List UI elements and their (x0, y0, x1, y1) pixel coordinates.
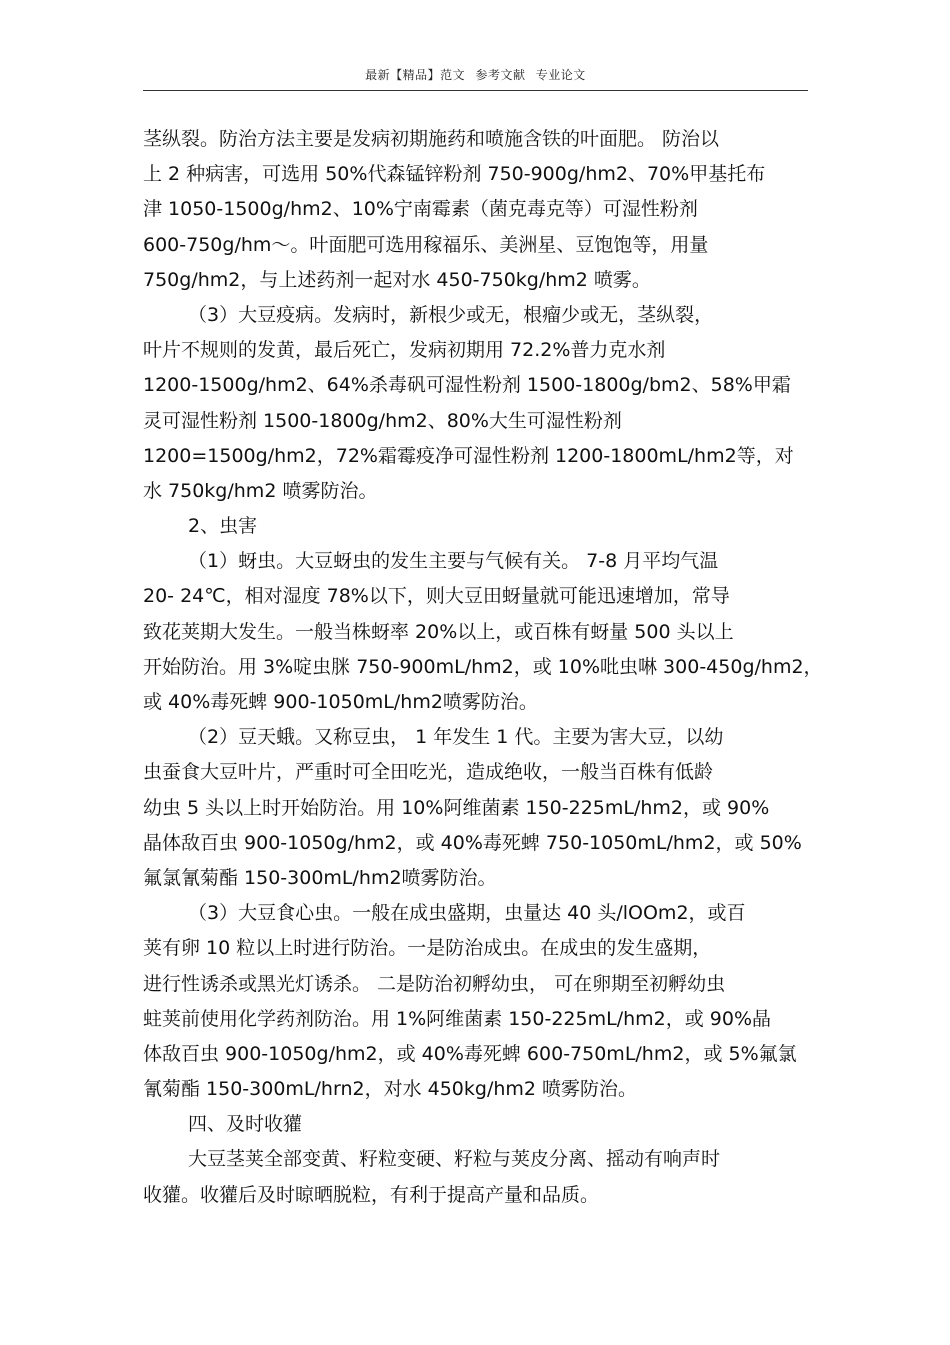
header-divider (143, 90, 808, 91)
text-line: （3）大豆食心虫。一般在成虫盛期，虫量达 40 头/lOOm2，或百 (188, 902, 746, 925)
text-line: 进行性诱杀或黑光灯诱杀。 二是防治初孵幼虫， 可在卵期至初孵幼虫 (143, 972, 726, 995)
document-body (143, 122, 823, 1213)
text-line: （3）大豆疫病。发病时，新根少或无，根瘤少或无，茎纵裂， (188, 303, 714, 326)
text-line: 四、及时收獾 (188, 1113, 303, 1136)
text-line: 幼虫 5 头以上时开始防治。用 10%阿维菌素 150-225mL/hm2，或 90% (143, 796, 770, 819)
text-line: 体敌百虫 900-1050g/hm2，或 40%毒死蜱 600-750mL/hm2，或 5%氟氯 (143, 1042, 797, 1065)
text-line: （2）豆天蛾。又称豆虫， 1 年发生 1 代。主要为害大豆，以幼 (188, 726, 724, 749)
text-line: 叶片不规则的发黄，最后死亡，发病初期用 72.2%普力克水剂 (143, 339, 666, 362)
text-line: 750g/hm2，与上述药剂一起对水 450-750kg/hm2 喷雾。 (143, 268, 651, 291)
page-header: 最新【精品】范文 参考文献 专业论文 (365, 68, 586, 82)
text-line: 1200-1500g/hm2、64%杀毒矾可湿性粉剂 1500-1800g/bm2、58%甲霜 (143, 374, 791, 397)
text-line: 上 2 种病害，可选用 50%代森锰锌粉剂 750-900g/hm2、70%甲基托布 (143, 163, 766, 186)
text-line: 荚有卵 10 粒以上时进行防治。一是防治成虫。在成虫的发生盛期， (143, 937, 712, 960)
text-line: 大豆茎荚全部变黄、籽粒变硬、籽粒与荚皮分离、摇动有响声时 (188, 1148, 721, 1171)
text-line: 晶体敌百虫 900-1050g/hm2，或 40%毒死蜱 750-1050mL/hm2，或 50% (143, 831, 802, 854)
text-line: 致花荚期大发生。一般当株蚜率 20%以上，或百株有蚜量 500 头以上 (143, 620, 734, 643)
text-line: （1）蚜虫。大豆蚜虫的发生主要与气候有关。 7-8 月平均气温 (188, 550, 719, 573)
text-line: 蛀荚前使用化学药剂防治。用 1%阿维菌素 150-225mL/hm2，或 90%晶 (143, 1007, 772, 1030)
text-line: 600-750g/hm～。叶面肥可选用稼福乐、美洲星、豆饱饱等，用量 (143, 233, 709, 256)
text-line: 水 750kg/hm2 喷雾防治。 (143, 479, 378, 502)
text-line: 氟氯氰菊酯 150-300mL/hm2喷雾防治。 (143, 866, 497, 889)
text-line: 虫蚕食大豆叶片，严重时可全田吃光，造成绝收，一般当百株有低龄 (143, 761, 714, 784)
text-line: 收獾。收獾后及时晾晒脱粒，有利于提高产量和品质。 (143, 1183, 600, 1206)
text-line: 津 1050-1500g/hm2、10%宁南霉素（菌克毒克等）可湿性粉剂 (143, 198, 698, 221)
text-line: 20- 24℃，相对湿度 78%以下，则大豆田蚜量就可能迅速增加，常导 (143, 585, 730, 608)
text-line: 茎纵裂。防治方法主要是发病初期施药和喷施含铁的叶面肥。 防治以 (143, 128, 720, 150)
text-line: 1200=1500g/hm2，72%霜霉疫净可湿性粉剂 1200-1800mL/hm2等，对 (143, 444, 794, 467)
text-line: 2、虫害 (188, 515, 258, 538)
text-line: 开始防治。用 3%啶虫脒 750-900mL/hm2，或 10%吡虫啉 300-450g/hm2， (143, 655, 823, 678)
text-line: 灵可湿性粉剂 1500-1800g/hm2、80%大生可湿性粉剂 (143, 409, 622, 432)
text-line: 氰菊酯 150-300mL/hrn2，对水 450kg/hm2 喷雾防治。 (143, 1078, 638, 1101)
text-line: 或 40%毒死蜱 900-1050mL/hm2喷雾防治。 (143, 691, 538, 713)
